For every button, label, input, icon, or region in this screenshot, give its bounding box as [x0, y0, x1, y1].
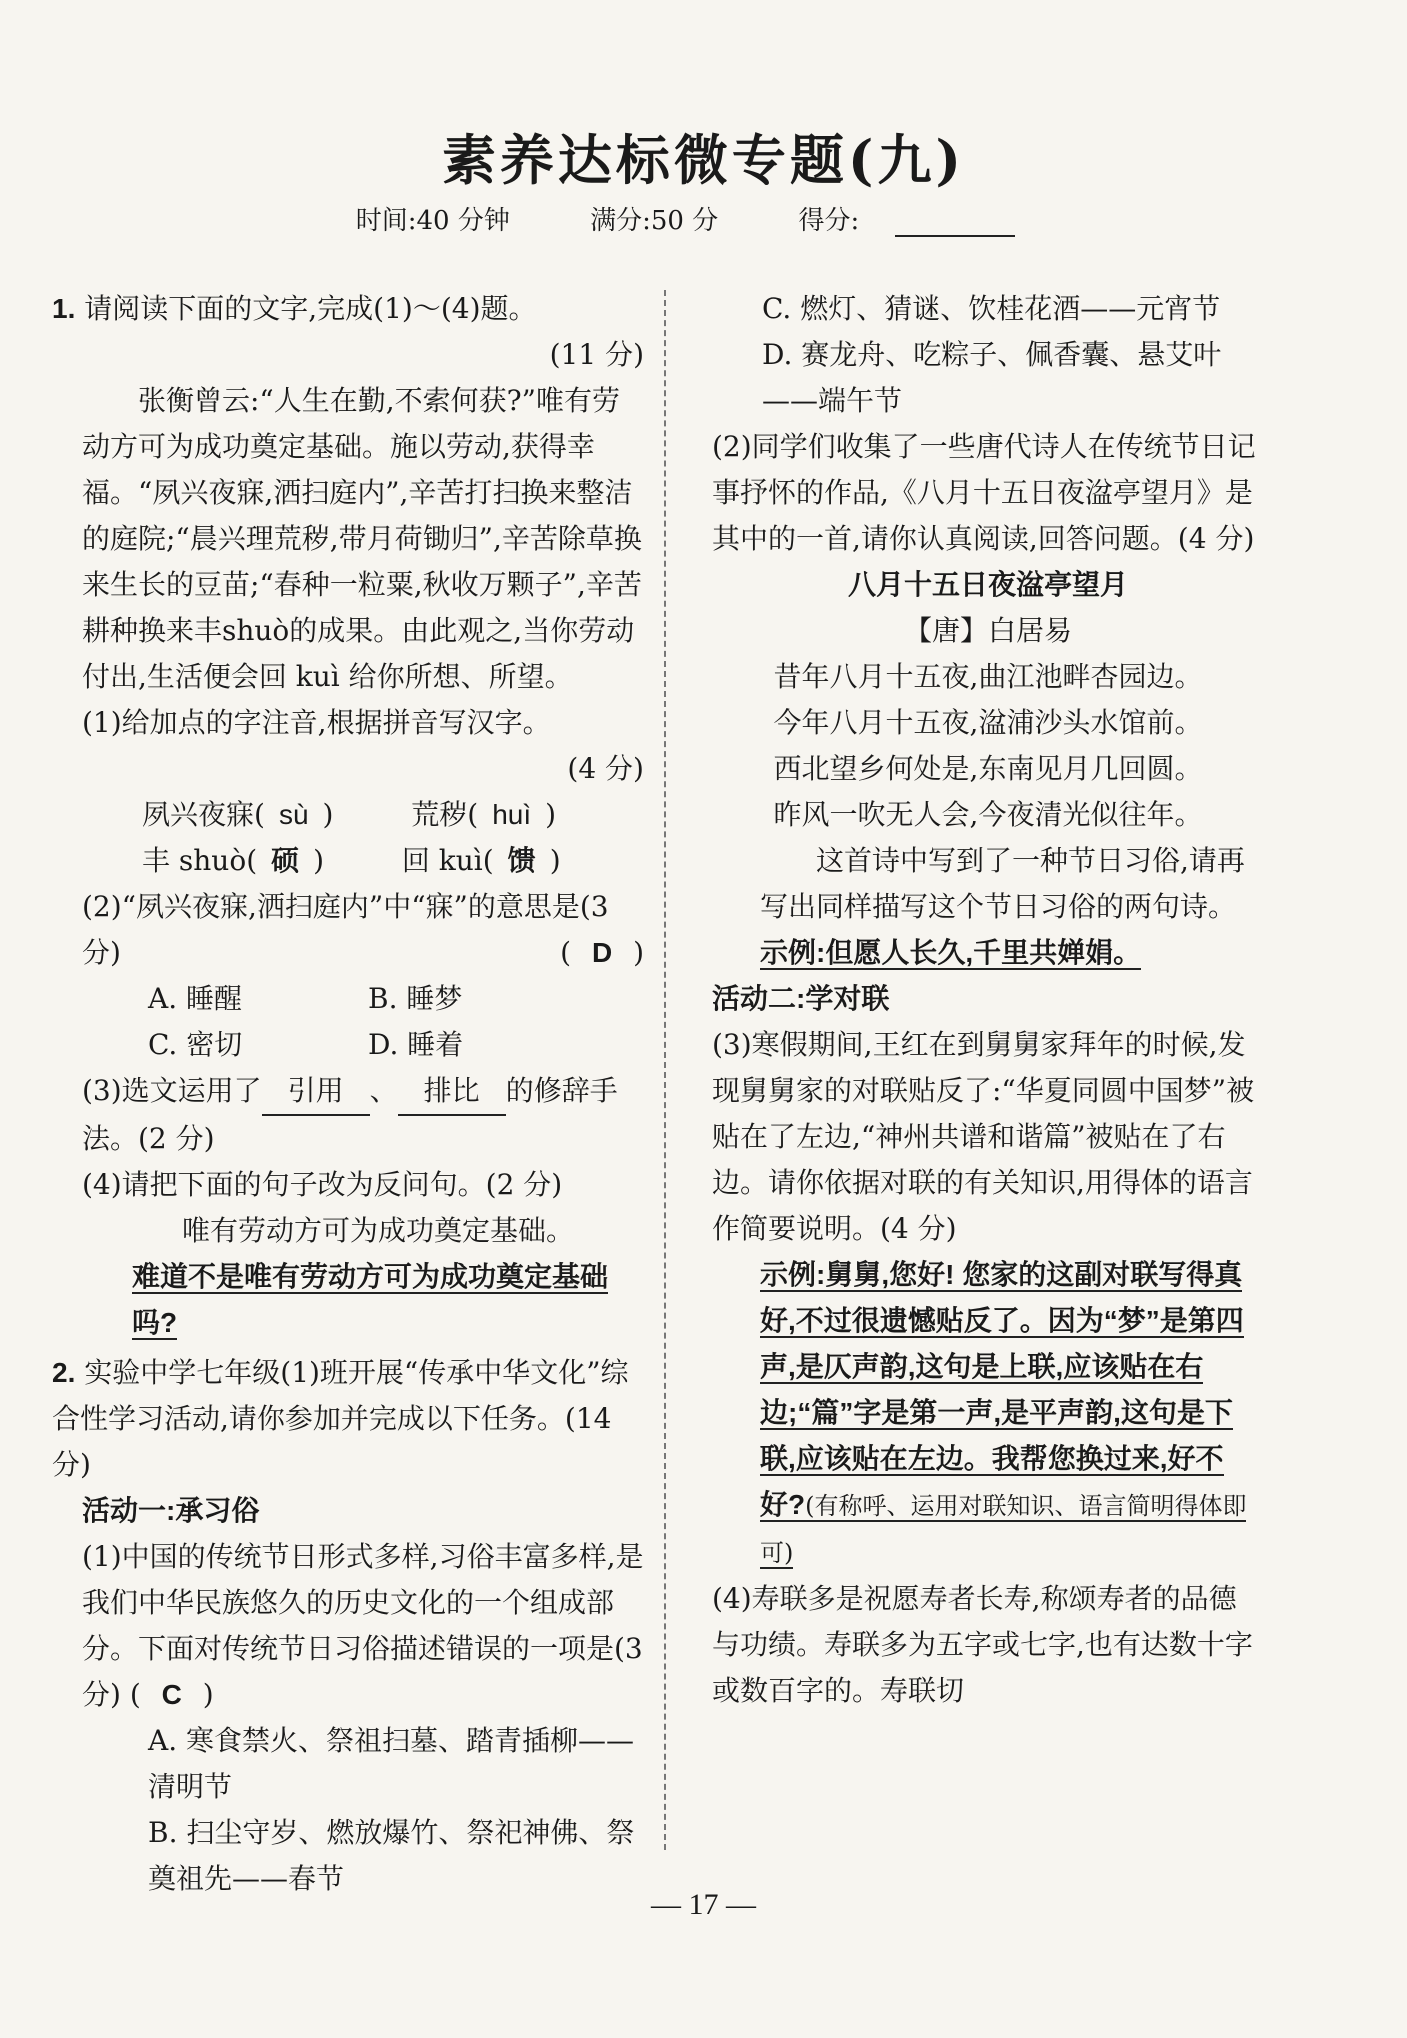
right-column	[712, 286, 1264, 1714]
poem-line: 西北望乡何处是,东南见月几回圆。	[773, 752, 1203, 785]
q2-s3-note: (有称呼、运用对联知识、语言简明得体即可)	[760, 1492, 1247, 1567]
q2-s2-question: 这首诗中写到了一种节日习俗,请再写出同样描写这个节日习俗的两句诗。	[760, 844, 1245, 923]
q2-s3: (3)寒假期间,王红在到舅舅家拜年的时候,发现舅舅家的对联贴反了:“华夏同圆中国梦”被贴在了左边,“神州共谱和谐篇”被贴在了右边。请你依据对联的有关知识,用得体的语言作简要说明。(4 分)	[712, 1028, 1255, 1245]
q2-s2: (2)同学们收集了一些唐代诗人在传统节日记事抒怀的作品,《八月十五日夜湓亭望月》是其中的一首,请你认真阅读,回答问题。(4 分)	[712, 430, 1256, 555]
q2-optA: A. 寒食禁火、祭祖扫墓、踏青插柳——清明节	[148, 1724, 635, 1803]
q1-passage: 张衡曾云:“人生在勤,不索何获?”唯有劳动方可为成功奠定基础。施以劳动,获得幸福。“夙兴夜寐,洒扫庭内”,辛苦打扫换来整洁的庭院;“晨兴理荒秽,带月荷锄归”,辛苦除草换来生长的豆苗;“春种一粒粟,秋收万颗子”,辛苦耕种换来丰shuò的成果。由此观之,当你劳动付出,生活便会回 kuì 给你所想、所望。	[82, 384, 642, 693]
poem-line: 昨风一吹无人会,今夜清光似往年。	[773, 798, 1203, 831]
q2-s3-answer: 示例:舅舅,您好! 您家的这副对联写得真好,不过很遗憾贴反了。因为“梦”是第四声,是仄声韵,这句是上联,应该贴在右边;“篇”字是第一声,是平声韵,这句是下联,应该贴在左边。我帮您换过来,好不好?(有称呼、运用对联知识、语言简明得体即可)	[760, 1259, 1247, 1567]
q1-s3: (3)选文运用了 引用 、 排比 的修辞手法。(2 分)	[52, 1068, 644, 1162]
poem-title: 八月十五日夜湓亭望月	[847, 569, 1128, 600]
q2-s1-answer: C	[161, 1679, 182, 1710]
q1-s4: (4)请把下面的句子改为反问句。(2 分)	[82, 1168, 563, 1201]
q1-s4-sentence: 唯有劳动方可为成功奠定基础。	[181, 1214, 574, 1247]
q2-act2: 活动二:学对联	[712, 983, 890, 1014]
q2-act1: 活动一:承习俗	[82, 1495, 260, 1526]
q1-s1-row2: 丰 shuò( 硕 ) 回 kuì( 馈 )	[142, 844, 561, 877]
poem-line: 今年八月十五夜,湓浦沙头水馆前。	[773, 706, 1203, 739]
column-divider	[664, 290, 666, 1850]
q2-optC: C. 燃灯、猜谜、饮桂花酒——元宵节	[762, 292, 1221, 325]
q1-s2-answer: D	[591, 937, 613, 968]
q2-prompt: 2. 实验中学七年级(1)班开展“传承中华文化”综合性学习活动,请你参加并完成以下任务。(14 分)	[52, 1356, 629, 1481]
page-number: — 17 —	[651, 1888, 756, 1921]
q1-s1-row1: 夙兴夜寐( sù ) 荒秽( huì )	[142, 798, 557, 831]
poem-author: 【唐】白居易	[903, 614, 1072, 647]
q1-prompt: 1. 请阅读下面的文字,完成(1)～(4)题。	[52, 292, 537, 325]
q2-optB-part: B. 扫尘守岁、燃放爆竹、祭祀神佛、祭奠祖先——春节	[148, 1816, 635, 1895]
q2-s1: (1)中国的传统节日形式多样,习俗丰富多样,是我们中华民族悠久的历史文化的一个组成部分。下面对传统节日习俗描述错误的一项是(3 分) ( C )	[82, 1540, 644, 1711]
q1-s1: (1)给加点的字注音,根据拼音写汉字。	[82, 706, 551, 739]
q2-optD: D. 赛龙舟、吃粽子、佩香囊、悬艾叶——端午节	[762, 338, 1222, 417]
exam-meta	[0, 200, 1407, 237]
q1-s4-answer: 难道不是唯有劳动方可为成功奠定基础吗?	[132, 1261, 609, 1338]
q1-s1-points: (4 分)	[567, 752, 644, 785]
poem-line: 昔年八月十五夜,曲江池畔杏园边。	[773, 660, 1203, 693]
q2-s2-answer: 示例:但愿人长久,千里共婵娟。	[760, 937, 1142, 968]
q1-s2: (2)“夙兴夜寐,洒扫庭内”中“寐”的意思是(3 分) ( D )	[82, 890, 644, 969]
time-limit: 时间:40 分钟	[355, 206, 510, 236]
q1-points: (11 分)	[549, 338, 644, 371]
left-column	[52, 286, 644, 1902]
q1-s2-options: A. 睡醒 B. 睡梦 C. 密切 D. 睡着	[148, 982, 464, 1061]
page-title: 素养达标微专题(九)	[441, 128, 966, 192]
full-score: 满分:50 分	[590, 206, 719, 236]
score-blank	[895, 215, 1015, 237]
q2-s4: (4)寿联多是祝愿寿者长寿,称颂寿者的品德与功绩。寿联多为五字或七字,也有达数十字或数百字的。寿联切	[712, 1582, 1253, 1707]
score-field: 得分:	[798, 206, 1051, 236]
